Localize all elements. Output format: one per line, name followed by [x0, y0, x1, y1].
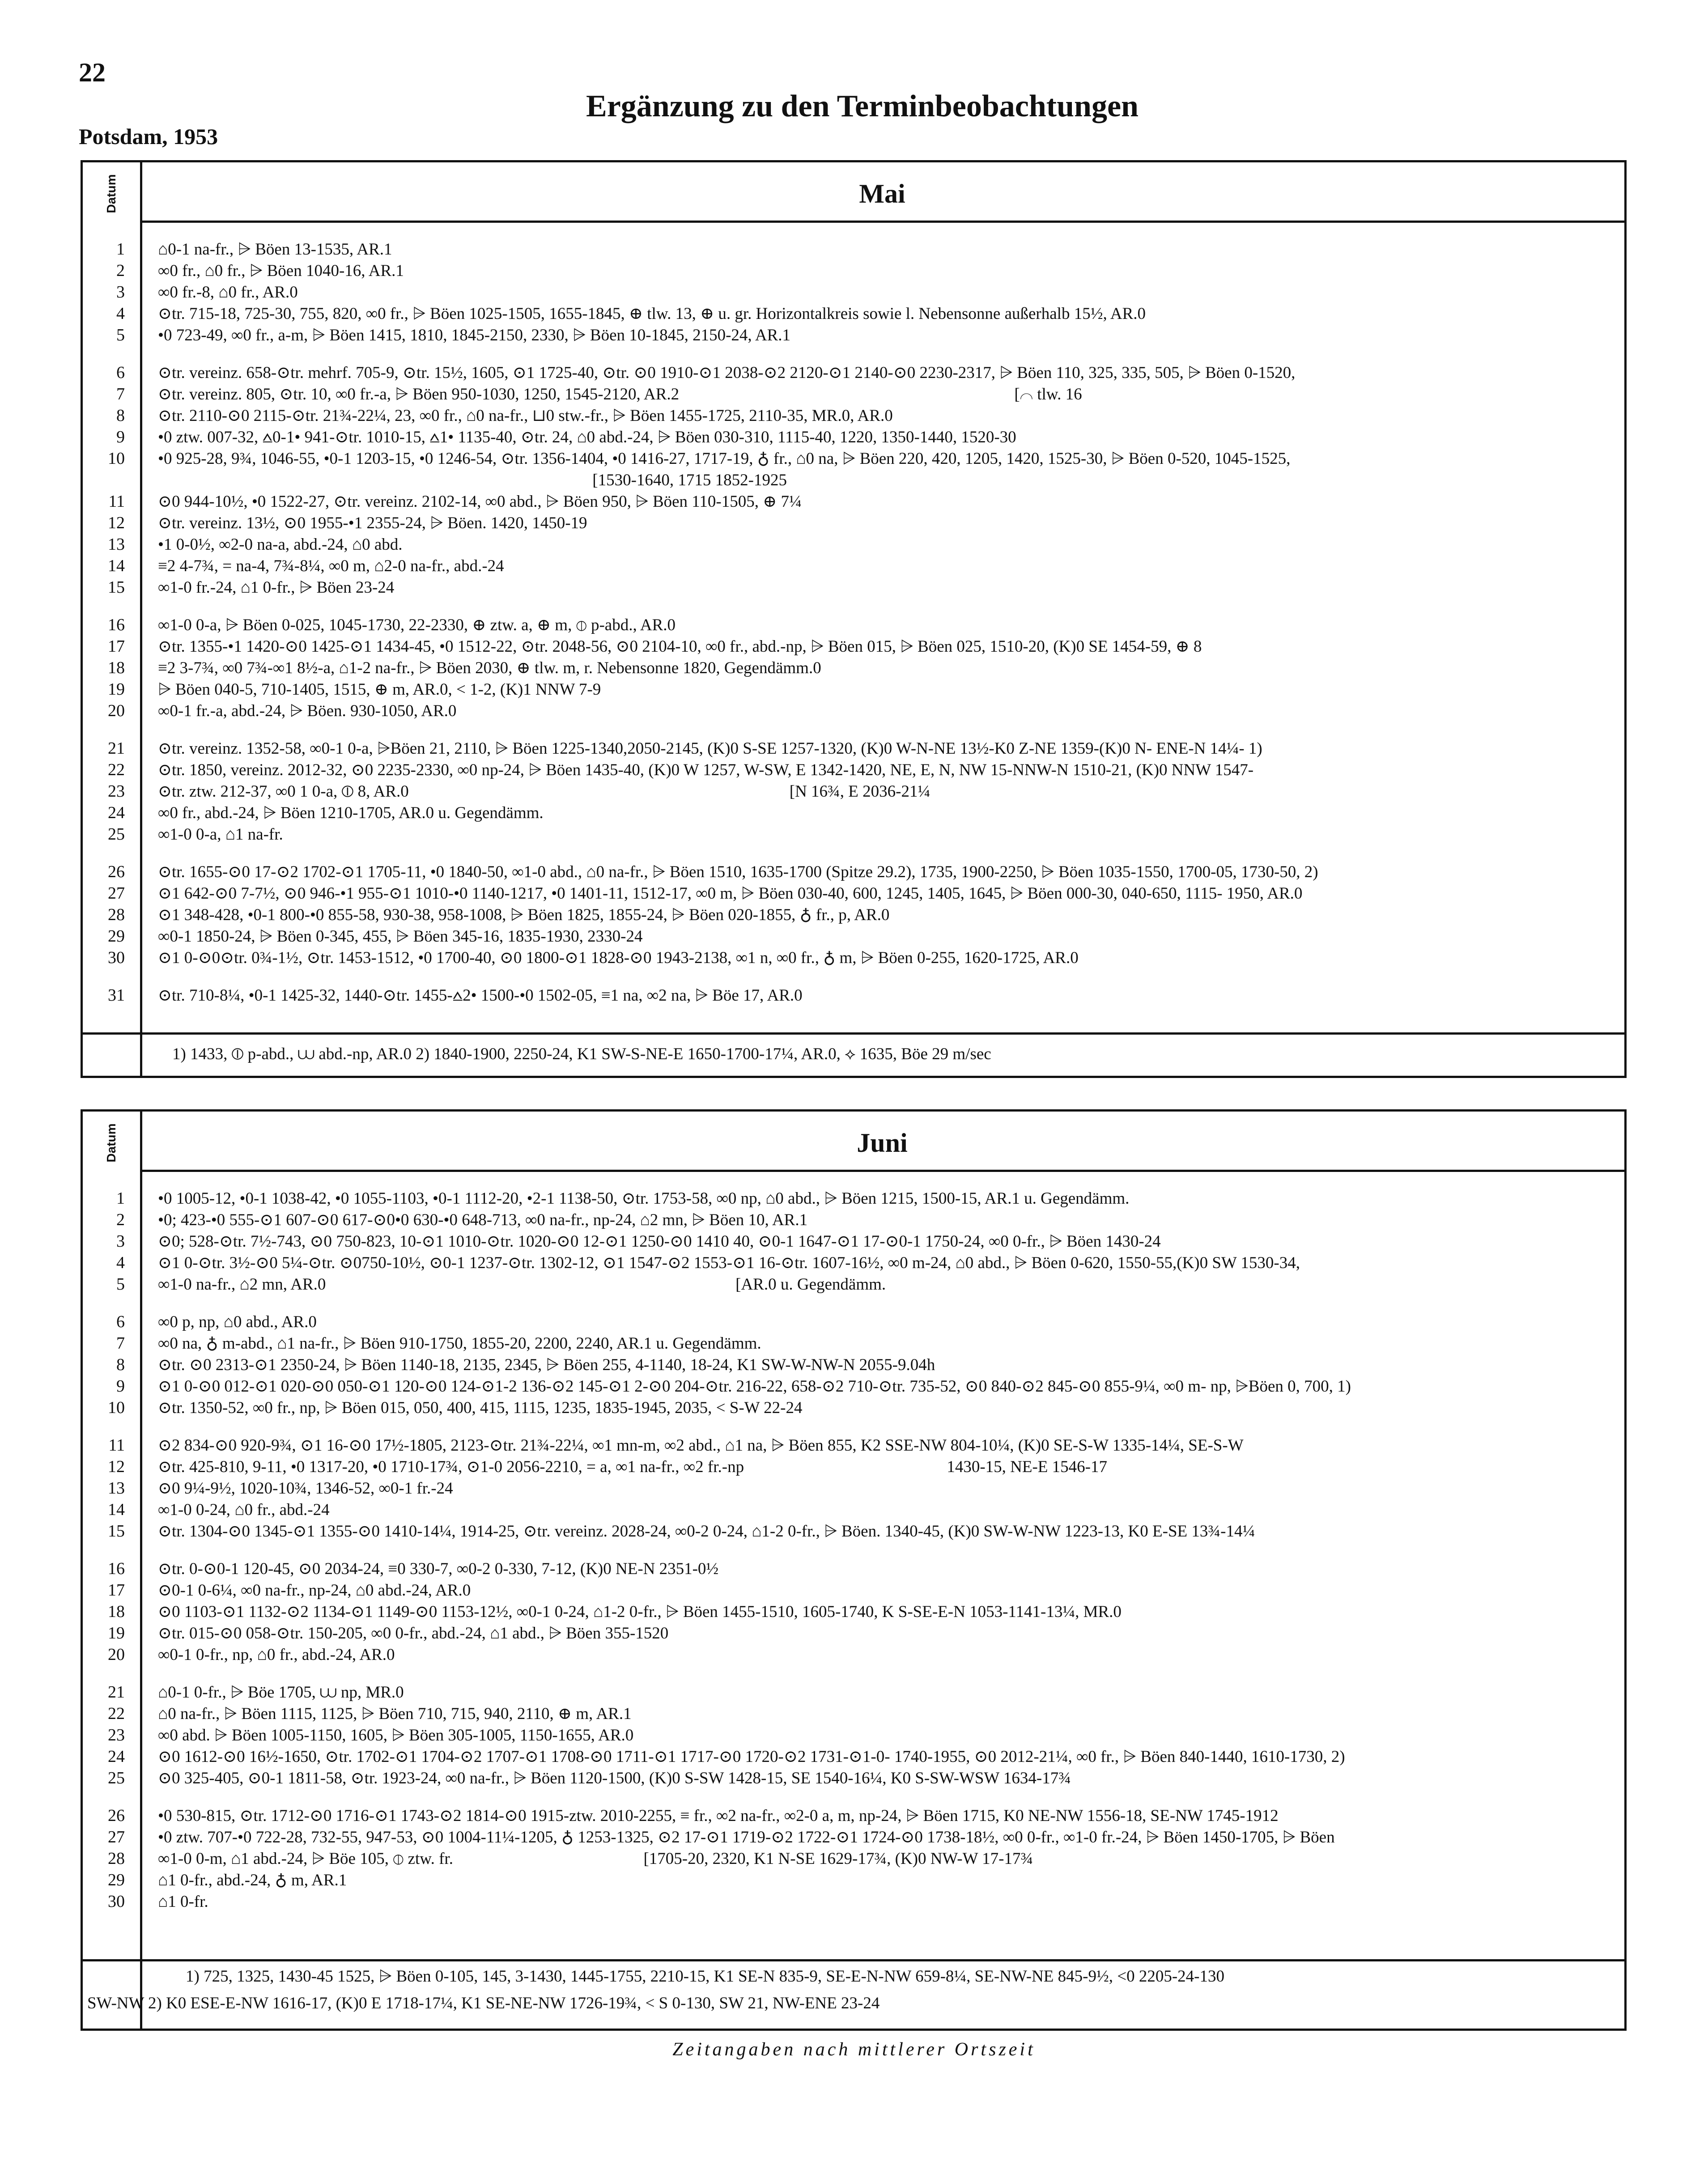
table-row — [83, 656, 1624, 678]
table-row — [83, 1825, 1624, 1847]
day-number: 23 — [108, 782, 125, 801]
day-number: 28 — [108, 905, 125, 924]
day-number: 21 — [108, 739, 125, 758]
day-number: 6 — [116, 1312, 125, 1331]
day-number: 28 — [108, 1849, 125, 1868]
table-row — [83, 1498, 1624, 1519]
may-rows — [83, 238, 1624, 1005]
day-number: 5 — [116, 326, 125, 344]
day-number: 25 — [108, 1769, 125, 1787]
observation-text: ∞0 na, ♁ m-abd., ⌂1 na-fr., ⩥ Böen 910-1750, 1855-20, 2200, 2240, AR.1 u. Gegendämm. — [158, 1334, 761, 1353]
day-number: 10 — [108, 1398, 125, 1417]
day-number: 11 — [108, 1436, 125, 1455]
table-row — [83, 576, 1624, 597]
day-number: 13 — [108, 535, 125, 554]
day-number: 11 — [108, 492, 125, 511]
day-number: 1 — [116, 1189, 125, 1208]
observation-text: ∞0 fr.-8, ⌂0 fr., AR.0 — [158, 283, 298, 301]
datum-label: Datum — [104, 174, 118, 213]
day-number: 27 — [108, 884, 125, 903]
table-row — [83, 238, 1624, 259]
day-number: 13 — [108, 1479, 125, 1498]
row-spacer — [83, 721, 1624, 737]
observation-text: ⊙0 9¼-9½, 1020-10¾, 1346-52, ∞0-1 fr.-24 — [158, 1479, 453, 1498]
month-header — [140, 1112, 1624, 1172]
table-row — [83, 925, 1624, 946]
observation-text: [1530-1640, 1715 1852-1925 — [158, 471, 787, 489]
table-row — [83, 1273, 1624, 1294]
table-row — [83, 860, 1624, 882]
may-footnote: 1) 1433, ⦶ p-abd., ⩊ abd.-np, AR.0 2) 1840-1900, 2250-24, K1 SW-S-NE-E 1650-1700-17¼, AR.0, ⟡ 1635, Böe 29 m/sec — [172, 1045, 991, 1063]
table-row — [83, 1477, 1624, 1498]
observation-text: ⌂1 0-fr. — [158, 1893, 208, 1911]
observation-text: ⊙tr. vereinz. 13½, ⊙0 1955-•1 2355-24, ⩥ Böen. 1420, 1450-19 — [158, 514, 587, 532]
day-number: 26 — [108, 862, 125, 881]
day-number: 4 — [116, 1253, 125, 1272]
table-row — [83, 801, 1624, 823]
table-row — [83, 1208, 1624, 1230]
table-row — [83, 1310, 1624, 1332]
observation-text: •1 0-0½, ∞2-0 na-a, abd.-24, ⌂0 abd. — [158, 535, 403, 554]
page-title: Ergänzung zu den Terminbeobachtungen — [586, 89, 1139, 123]
observation-text: ∞1-0 0-24, ⌂0 fr., abd.-24 — [158, 1501, 330, 1519]
observation-text: ⊙0; 528-⊙tr. 7½-743, ⊙0 750-823, 10-⊙1 1010-⊙tr. 1020-⊙0 12-⊙1 1250-⊙0 1410 40, ⊙0-1 1647-⊙1 17-⊙0-1 1750-24, ∞0 0-fr., ⩥ Böen 1430-24 — [158, 1232, 1161, 1251]
table-row — [83, 323, 1624, 345]
table-row — [83, 1579, 1624, 1600]
table-row — [83, 1804, 1624, 1825]
june-footnote-line-2: SW-NW 2) K0 ESE-E-NW 1616-17, (K)0 E 1718-17¼, K1 SE-NE-NW 1726-19¾, < S 0-130, SW 21, NW-ENE 23-24 — [87, 1994, 880, 2012]
day-number: 30 — [108, 1892, 125, 1911]
observation-text: •0; 423-•0 555-⊙1 607-⊙0 617-⊙0•0 630-•0 648-713, ∞0 na-fr., np-24, ⌂2 mn, ⩥ Böen 10, AR.1 — [158, 1211, 808, 1229]
day-number: 16 — [108, 615, 125, 634]
day-number: 4 — [116, 304, 125, 323]
table-row — [83, 699, 1624, 721]
datum-label: Datum — [104, 1123, 118, 1163]
table-row — [83, 1702, 1624, 1723]
row-spacer — [83, 345, 1624, 361]
table-row — [83, 490, 1624, 511]
day-number: 8 — [116, 406, 125, 425]
table-row — [83, 533, 1624, 554]
table-row — [83, 425, 1624, 447]
day-number: 29 — [108, 927, 125, 946]
table-row — [83, 1643, 1624, 1664]
observation-text: ⊙2 834-⊙0 920-9¾, ⊙1 16-⊙0 17½-1805, 2123-⊙tr. 21¾-22¼, ∞1 mn-m, ∞2 abd., ⌂1 na, ⩥ Böen 855, K2 SSE-NW 804-10¼, (K)0 SE-S-W 1335-14¼, SE-S-W — [158, 1436, 1244, 1455]
day-number: 22 — [108, 760, 125, 779]
table-row — [83, 635, 1624, 656]
june-table — [81, 1109, 1627, 2031]
day-number: 21 — [108, 1683, 125, 1702]
june-rows — [83, 1187, 1624, 1911]
observation-text: ∞0 p, np, ⌂0 abd., AR.0 — [158, 1313, 317, 1331]
table-row — [83, 758, 1624, 780]
may-table — [81, 160, 1627, 1078]
table-row — [83, 1332, 1624, 1353]
table-row — [83, 447, 1624, 468]
table-row — [83, 280, 1624, 302]
observation-text: ⊙tr. vereinz. 1352-58, ∞0-1 0-a, ⩥Böen 21, 2110, ⩥ Böen 1225-1340,2050-2145, (K)0 S-SE 1257-1320, (K)0 W-N-NE 13½-K0 Z-NE 1359-(K)0 N- ENE-N 14¼- 1) — [158, 739, 1262, 758]
day-number: 2 — [116, 1210, 125, 1229]
row-spacer — [83, 1418, 1624, 1434]
observation-text: ⊙tr. 1350-52, ∞0 fr., np, ⩥ Böen 015, 050, 400, 415, 1115, 1235, 1835-1945, 2035, < S-W 22-24 — [158, 1399, 803, 1417]
table-row — [83, 1187, 1624, 1208]
month-name: Mai — [859, 179, 905, 208]
table-row — [83, 903, 1624, 925]
day-number: 17 — [108, 637, 125, 656]
table-row — [83, 361, 1624, 382]
table-row — [83, 1868, 1624, 1890]
day-number: 25 — [108, 825, 125, 844]
observation-text: ⊙tr. vereinz. 805, ⊙tr. 10, ∞0 fr.-a, ⩥ Böen 950-1030, 1250, 1545-2120, AR.2 [⌒ tlw. 16 — [158, 385, 1082, 403]
observation-text: •0 723-49, ∞0 fr., a-m, ⩥ Böen 1415, 1810, 1845-2150, 2330, ⩥ Böen 10-1845, 2150-24, AR.1 — [158, 326, 790, 344]
table-row — [83, 1847, 1624, 1868]
day-number: 3 — [116, 283, 125, 301]
row-spacer — [83, 844, 1624, 860]
day-number: 22 — [108, 1704, 125, 1723]
observation-text: ⊙tr. 2110-⊙0 2115-⊙tr. 21¾-22¼, 23, ∞0 fr., ⌂0 na-fr., ⊔0 stw.-fr., ⩥ Böen 1455-1725, 2110-35, MR.0, AR.0 — [158, 407, 893, 425]
observation-text: ⊙0 944-10½, •0 1522-27, ⊙tr. vereinz. 2102-14, ∞0 abd., ⩥ Böen 950, ⩥ Böen 110-1505, ⊕ 7¼ — [158, 492, 802, 511]
day-number: 30 — [108, 948, 125, 967]
day-number: 8 — [116, 1355, 125, 1374]
observation-text: ⊙tr. 1355-•1 1420-⊙0 1425-⊙1 1434-45, •0 1512-22, ⊙tr. 2048-56, ⊙0 2104-10, ∞0 fr., abd.-np, ⩥ Böen 015, ⩥ Böen 025, 1510-20, (K)0 SE 1454-59, ⊕ 8 — [158, 637, 1202, 656]
observation-text: ⊙1 0-⊙tr. 3½-⊙0 5¼-⊙tr. ⊙0750-10½, ⊙0-1 1237-⊙tr. 1302-12, ⊙1 1547-⊙2 1553-⊙1 16-⊙tr. 1607-16½, ∞0 m-24, ⌂0 abd., ⩥ Böen 0-620, 1550-55,(K)0 SW 1530-34, — [158, 1254, 1300, 1272]
day-number: 2 — [116, 261, 125, 280]
day-number: 6 — [116, 363, 125, 382]
row-spacer — [83, 1541, 1624, 1557]
observation-text: ∞0-1 1850-24, ⩥ Böen 0-345, 455, ⩥ Böen 345-16, 1835-1930, 2330-24 — [158, 927, 643, 946]
observation-text: ⊙0-1 0-6¼, ∞0 na-fr., np-24, ⌂0 abd.-24, AR.0 — [158, 1581, 471, 1600]
table-row — [83, 1455, 1624, 1477]
month-header — [140, 162, 1624, 223]
june-footnotes — [83, 1959, 1624, 2029]
day-number: 9 — [116, 1377, 125, 1396]
day-number: 3 — [116, 1232, 125, 1251]
table-row — [83, 1434, 1624, 1455]
day-number: 1 — [116, 240, 125, 259]
observation-text: ⌂1 0-fr., abd.-24, ♁ m, AR.1 — [158, 1871, 347, 1889]
table-row — [83, 737, 1624, 758]
day-number: 19 — [108, 680, 125, 699]
table-row — [83, 259, 1624, 280]
table-row — [83, 1251, 1624, 1273]
table-row — [83, 823, 1624, 844]
observation-text: ∞1-0 0-m, ⌂1 abd.-24, ⩥ Böe 105, ⦶ ztw. fr. [1705-20, 2320, K1 N-SE 1629-17¾, (K)0 NW-W 17-17¾ — [158, 1850, 1033, 1868]
table-row — [83, 382, 1624, 404]
table-row — [83, 1766, 1624, 1788]
day-number: 7 — [116, 385, 125, 403]
observation-text: ⊙tr. 425-810, 9-11, •0 1317-20, •0 1710-17¾, ⊙1-0 2056-2210, = a, ∞1 na-fr., ∞2 fr.-np 1430-15, NE-E 1546-17 — [158, 1458, 1107, 1476]
month-name: Juni — [857, 1128, 908, 1158]
observation-text: ≡2 4-7¾, = na-4, 7¾-8¼, ∞0 m, ⌂2-0 na-fr., abd.-24 — [158, 557, 504, 575]
observation-text: •0 1005-12, •0-1 1038-42, •0 1055-1103, •0-1 1112-20, •2-1 1138-50, ⊙tr. 1753-58, ∞0 np, ⌂0 abd., ⩥ Böen 1215, 1500-15, AR.1 u. Gegendämm. — [158, 1189, 1130, 1208]
day-number: 20 — [108, 1645, 125, 1664]
table-row — [83, 468, 1624, 490]
table-row — [83, 780, 1624, 801]
day-number: 12 — [108, 514, 125, 532]
day-number: 20 — [108, 701, 125, 720]
day-number: 18 — [108, 1602, 125, 1621]
footer-note: Zeitangaben nach mittlerer Ortszeit — [672, 2039, 1036, 2060]
observation-text: ∞0-1 fr.-a, abd.-24, ⩥ Böen. 930-1050, AR.0 — [158, 702, 457, 720]
june-footnote-line-1: 1) 725, 1325, 1430-45 1525, ⩥ Böen 0-105, 145, 3-1430, 1445-1755, 2210-15, K1 SE-N 835-9, SE-E-N-NW 659-8¼, SE-NW-NE 845-9½, <0 2205-24-130 — [186, 1967, 1224, 1986]
observation-text: •0 ztw. 007-32, ⩟0-1• 941-⊙tr. 1010-15, ⩟1• 1135-40, ⊙tr. 24, ⌂0 abd.-24, ⩥ Böen 030-310, 1115-40, 1220, 1350-1440, 1520-30 — [158, 428, 1016, 446]
table-row — [83, 1375, 1624, 1396]
place-year: Potsdam, 1953 — [79, 124, 218, 149]
observation-text: •0 ztw. 707-•0 722-28, 732-55, 947-53, ⊙0 1004-11¼-1205, ♁ 1253-1325, ⊙2 17-⊙1 1719-⊙2 1722-⊙1 1724-⊙0 1738-18½, ∞0 0-fr., ∞1-0 fr.-24, ⩥ Böen 1450-1705, ⩥ Böen — [158, 1828, 1335, 1846]
table-row — [83, 1230, 1624, 1251]
day-number: 10 — [108, 449, 125, 468]
observation-text: •0 925-28, 9¾, 1046-55, •0-1 1203-15, •0 1246-54, ⊙tr. 1356-1404, •0 1416-27, 1717-19, ♁ fr., ⌂0 na, ⩥ Böen 220, 420, 1205, 1420, 1525-30, ⩥ Böen 0-520, 1045-1525, — [158, 450, 1291, 468]
day-number: 19 — [108, 1624, 125, 1642]
day-number: 31 — [108, 986, 125, 1005]
observation-text: ⊙tr. 0-⊙0-1 120-45, ⊙0 2034-24, ≡0 330-7, ∞0-2 0-330, 7-12, (K)0 NE-N 2351-0½ — [158, 1560, 719, 1578]
observation-text: •0 530-815, ⊙tr. 1712-⊙0 1716-⊙1 1743-⊙2 1814-⊙0 1915-ztw. 2010-2255, ≡ fr., ∞2 na-fr., ∞2-0 a, m, np-24, ⩥ Böen 1715, K0 NE-NW 1556-18, SE-NW 1745-1912 — [158, 1807, 1279, 1825]
table-row — [83, 1890, 1624, 1911]
observation-text: ∞1-0 fr.-24, ⌂1 0-fr., ⩥ Böen 23-24 — [158, 578, 395, 597]
observation-text: ⊙1 642-⊙0 7-7½, ⊙0 946-•1 955-⊙1 1010-•0 1140-1217, •0 1401-11, 1512-17, ∞0 m, ⩥ Böen 030-40, 600, 1245, 1405, 1645, ⩥ Böen 000-30, 040-650, 1115- 1950, AR.0 — [158, 884, 1303, 903]
table-row — [83, 678, 1624, 699]
day-number: 24 — [108, 1747, 125, 1766]
observation-text: ⊙1 0-⊙0⊙tr. 0¾-1½, ⊙tr. 1453-1512, •0 1700-40, ⊙0 1800-⊙1 1828-⊙0 1943-2138, ∞1 n, ∞0 fr., ♁ m, ⩥ Böen 0-255, 1620-1725, AR.0 — [158, 949, 1079, 967]
observation-text: ⊙tr. 715-18, 725-30, 755, 820, ∞0 fr., ⩥ Böen 1025-1505, 1655-1845, ⊕ tlw. 13, ⊕ u. gr. Horizontalkreis sowie l. Nebensonne außerhalb 15½, AR.0 — [158, 305, 1146, 323]
day-number: 12 — [108, 1457, 125, 1476]
observation-text: ⊙tr. 1850, vereinz. 2012-32, ⊙0 2235-2330, ∞0 np-24, ⩥ Böen 1435-40, (K)0 W 1257, W-SW, E 1342-1420, NE, E, N, NW 15-NNW-N 1510-21, (K)0 NNW 1547- — [158, 761, 1254, 779]
observation-text: ⊙tr. 710-8¼, •0-1 1425-32, 1440-⊙tr. 1455-⩟2• 1500-•0 1502-05, ≡1 na, ∞2 na, ⩥ Böe 17, AR.0 — [158, 986, 803, 1005]
observation-text: ∞0 fr., ⌂0 fr., ⩥ Böen 1040-16, AR.1 — [158, 262, 404, 280]
table-row — [83, 1681, 1624, 1702]
row-spacer — [83, 1788, 1624, 1804]
may-footnotes — [83, 1032, 1624, 1076]
table-row — [83, 1353, 1624, 1375]
table-row — [83, 511, 1624, 533]
table-row — [83, 1723, 1624, 1745]
day-number: 15 — [108, 1522, 125, 1541]
day-number: 5 — [116, 1275, 125, 1294]
table-row — [83, 1519, 1624, 1541]
observation-text: ⊙tr. ⊙0 2313-⊙1 2350-24, ⩥ Böen 1140-18, 2135, 2345, ⩥ Böen 255, 4-1140, 18-24, K1 SW-W-NW-N 2055-9.04h — [158, 1356, 935, 1374]
table-row — [83, 1600, 1624, 1621]
observation-text: ⊙tr. 1655-⊙0 17-⊙2 1702-⊙1 1705-11, •0 1840-50, ∞1-0 abd., ⌂0 na-fr., ⩥ Böen 1510, 1635-1700 (Spitze 29.2), 1735, 1900-2250, ⩥ Böen 1035-1550, 1700-05, 1730-50, 2) — [158, 863, 1318, 881]
observation-text: ⊙tr. 015-⊙0 058-⊙tr. 150-205, ∞0 0-fr., abd.-24, ⌂1 abd., ⩥ Böen 355-1520 — [158, 1624, 669, 1642]
observation-text: ∞1-0 na-fr., ⌂2 mn, AR.0 [AR.0 u. Gegendämm. — [158, 1275, 886, 1294]
day-number: 29 — [108, 1871, 125, 1889]
table-row — [83, 1557, 1624, 1579]
observation-text: ⊙1 348-428, •0-1 800-•0 855-58, 930-38, 958-1008, ⩥ Böen 1825, 1855-24, ⩥ Böen 020-1855, ♁ fr., p, AR.0 — [158, 906, 890, 924]
page-number: 22 — [79, 58, 106, 87]
observation-text: ⌂0 na-fr., ⩥ Böen 1115, 1125, ⩥ Böen 710, 715, 940, 2110, ⊕ m, AR.1 — [158, 1705, 632, 1723]
day-number: 9 — [116, 428, 125, 446]
observation-text: ≡2 3-7¾, ∞0 7¾-∞1 8½-a, ⌂1-2 na-fr., ⩥ Böen 2030, ⊕ tlw. m, r. Nebensonne 1820, Gegendämm.0 — [158, 659, 821, 677]
day-number: 27 — [108, 1828, 125, 1846]
observation-text: ∞0 abd. ⩥ Böen 1005-1150, 1605, ⩥ Böen 305-1005, 1150-1655, AR.0 — [158, 1726, 634, 1744]
observation-text: ∞0 fr., abd.-24, ⩥ Böen 1210-1705, AR.0 u. Gegendämm. — [158, 804, 544, 822]
day-number: 24 — [108, 803, 125, 822]
observation-text: ⊙tr. vereinz. 658-⊙tr. mehrf. 705-9, ⊙tr. 15½, 1605, ⊙1 1725-40, ⊙tr. ⊙0 1910-⊙1 2038-⊙2 2120-⊙1 2140-⊙0 2230-2317, ⩥ Böen 110, 325, 335, 505, ⩥ Böen 0-1520, — [158, 364, 1296, 382]
row-spacer — [83, 1294, 1624, 1310]
day-number: 15 — [108, 578, 125, 597]
table-row — [83, 554, 1624, 576]
observation-text: ⊙tr. 1304-⊙0 1345-⊙1 1355-⊙0 1410-14¼, 1914-25, ⊙tr. vereinz. 2028-24, ∞0-2 0-24, ⌂1-2 0-fr., ⩥ Böen. 1340-45, (K)0 SW-W-NW 1223-13, K0 E-SE 13¾-14¼ — [158, 1522, 1255, 1541]
table-row — [83, 1396, 1624, 1418]
observation-text: ⩥ Böen 040-5, 710-1405, 1515, ⊕ m, AR.0, < 1-2, (K)1 NNW 7-9 — [158, 680, 601, 699]
table-row — [83, 404, 1624, 425]
table-row — [83, 984, 1624, 1005]
observation-text: ⊙1 0-⊙0 012-⊙1 020-⊙0 050-⊙1 120-⊙0 124-⊙1-2 136-⊙2 145-⊙1 2-⊙0 204-⊙tr. 216-22, 658-⊙2 710-⊙tr. 735-52, ⊙0 840-⊙2 845-⊙0 855-9¼, ∞0 m- np, ⩥Böen 0, 700, 1) — [158, 1377, 1351, 1396]
table-row — [83, 613, 1624, 635]
observation-text: ⊙0 1103-⊙1 1132-⊙2 1134-⊙1 1149-⊙0 1153-12½, ∞0-1 0-24, ⌂1-2 0-fr., ⩥ Böen 1455-1510, 1605-1740, K S-SE-E-N 1053-1141-13¼, MR.0 — [158, 1603, 1122, 1621]
day-number: 14 — [108, 556, 125, 575]
observation-text: ⊙tr. ztw. 212-37, ∞0 1 0-a, ⦶ 8, AR.0 [N 16¾, E 2036-21¼ — [158, 782, 930, 801]
day-number: 26 — [108, 1806, 125, 1825]
day-number: 16 — [108, 1559, 125, 1578]
row-spacer — [83, 1664, 1624, 1681]
observation-text: ⌂0-1 0-fr., ⩥ Böe 1705, ⩊ np, MR.0 — [158, 1683, 404, 1702]
table-row — [83, 302, 1624, 323]
table-row — [83, 1621, 1624, 1643]
observation-text: ∞1-0 0-a, ⩥ Böen 0-025, 1045-1730, 22-2330, ⊕ ztw. a, ⊕ m, ⦶ p-abd., AR.0 — [158, 616, 676, 634]
table-row — [83, 946, 1624, 968]
observation-text: ⊙0 325-405, ⊙0-1 1811-58, ⊙tr. 1923-24, ∞0 na-fr., ⩥ Böen 1120-1500, (K)0 S-SW 1428-15, SE 1540-16¼, K0 S-SW-WSW 1634-17¾ — [158, 1769, 1071, 1787]
day-number: 17 — [108, 1581, 125, 1600]
observation-text: ∞0-1 0-fr., np, ⌂0 fr., abd.-24, AR.0 — [158, 1646, 395, 1664]
day-number: 14 — [108, 1500, 125, 1519]
table-row — [83, 1745, 1624, 1766]
table-row — [83, 882, 1624, 903]
row-spacer — [83, 968, 1624, 984]
observation-text: ⊙0 1612-⊙0 16½-1650, ⊙tr. 1702-⊙1 1704-⊙2 1707-⊙1 1708-⊙0 1711-⊙1 1717-⊙0 1720-⊙2 1731-⊙1-0- 1740-1955, ⊙0 2012-21¼, ∞0 fr., ⩥ Böen 840-1440, 1610-1730, 2) — [158, 1748, 1345, 1766]
observation-text: ⌂0-1 na-fr., ⩥ Böen 13-1535, AR.1 — [158, 240, 392, 259]
row-spacer — [83, 597, 1624, 613]
day-number: 18 — [108, 658, 125, 677]
day-number: 7 — [116, 1334, 125, 1353]
observation-text: ∞1-0 0-a, ⌂1 na-fr. — [158, 825, 283, 844]
day-number: 23 — [108, 1726, 125, 1744]
